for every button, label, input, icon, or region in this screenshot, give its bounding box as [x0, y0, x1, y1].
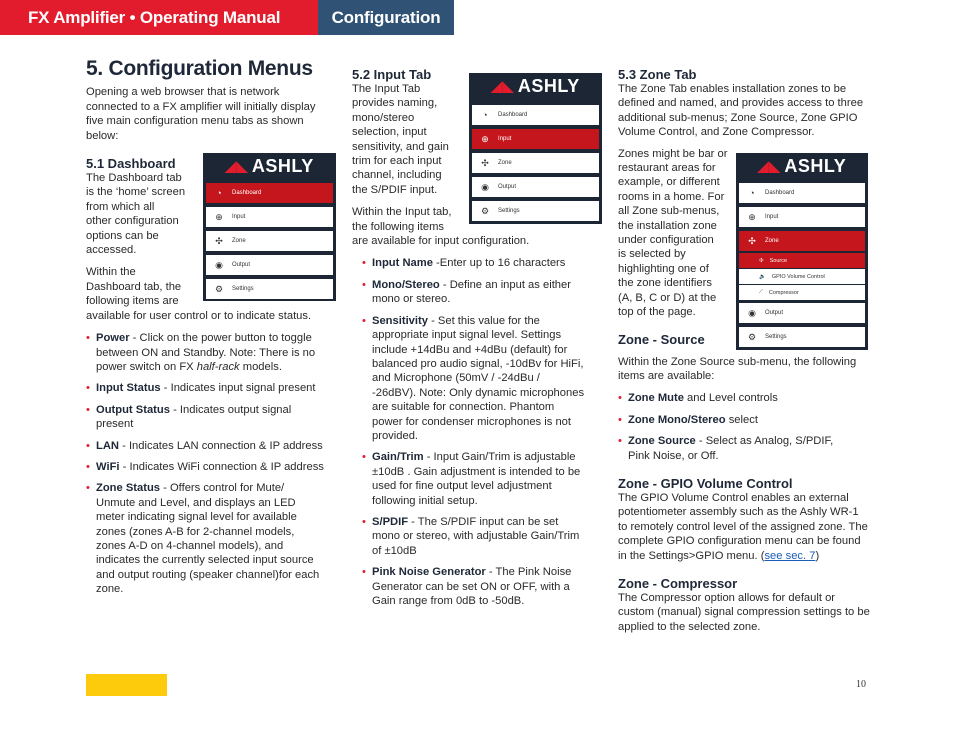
menu-item-settings[interactable]: ⚙ Settings	[472, 201, 599, 221]
list-item: • S/PDIF - The S/PDIF input can be set mono or stereo, with adjustable Gain/Trim of ±10dB	[362, 515, 580, 557]
menu-screenshot-dashboard	[203, 153, 336, 301]
dashboard-bullets	[86, 331, 332, 597]
zone-icon: ✣	[748, 236, 756, 246]
menu-item-dashboard[interactable]: ◔ Dashboard	[206, 183, 333, 203]
ashly-logo: ◢◣ ASHLY	[491, 75, 580, 96]
input-icon: ⊕	[215, 212, 223, 222]
menu-item-dashboard[interactable]: ◔ Dashboard	[472, 105, 599, 125]
zones-text: Zones might be bar or restaurant areas for example, or different rooms in a home. For all Zone sub-menus, the installation zone under configuration is selected by highlighting one of the zone identifiers (A, B, C or D) at the top of the page.	[618, 147, 728, 319]
zone-gpio-text: The GPIO Volume Control enables an external potentiometer assembly such as the Ashly WR-1 to remotely control level of the assigned zone. The complete GPIO configuration menu can be found in the Settings>GPIO menu. (see sec. 7)	[618, 491, 868, 562]
submenu-gpio-volume[interactable]: 🔈 GPIO Volume Control	[739, 269, 865, 284]
menu-item-output[interactable]: ◉ Output	[739, 303, 865, 323]
output-icon: ◉	[748, 308, 756, 318]
menu-screenshot-zone	[736, 153, 868, 350]
menu-item-dashboard[interactable]: ◔ Dashboard	[739, 183, 865, 203]
intro-text: Opening a web browser that is network connected to a FX amplifier will initially display five main configuration menu tabs as shown below:	[86, 86, 316, 142]
input-heading: 5.2 Input Tab	[352, 67, 432, 82]
menu-item-input[interactable]: ⊕ Input	[739, 207, 865, 227]
menu-item-zone[interactable]: ✣ Zone	[472, 153, 599, 173]
list-item: • Zone Source - Select as Analog, S/PDIF, Pink Noise, or Off.	[618, 435, 834, 462]
section-tab: Configuration	[318, 0, 454, 35]
menu-item-zone[interactable]: ✣ Zone	[739, 231, 865, 251]
compressor-icon: ⟋	[759, 289, 763, 295]
within-dashboard-text: Within the Dashboard tab, the following items are available for user control or to indicate status.	[86, 266, 312, 322]
zone-intro: The Zone Tab enables installation zones to be defined and named, and provides access to three additional sub-menus; Zone Source, Zone GPIO Volume Control, and Zone Compressor.	[618, 83, 864, 139]
gauge-icon: ◔	[749, 188, 755, 198]
dashboard-text: The Dashboard tab is the ‘home’ screen from which all other configuration options can be accessed.	[86, 172, 186, 257]
zone-compressor-heading: Zone - Compressor	[618, 575, 738, 591]
input-icon: ⊕	[481, 134, 489, 144]
list-item: • Zone Mute and Level controls	[618, 392, 778, 405]
list-item: • Zone Mono/Stereo select	[618, 413, 758, 426]
zone-source-bullets	[618, 391, 843, 463]
menu-item-input[interactable]: ⊕ Input	[472, 129, 599, 149]
menu-item-input[interactable]: ⊕ Input	[206, 207, 333, 227]
list-item: • Pink Noise Generator - The Pink Noise Generator can be set ON or OFF, with a Gain range from 0dB to -50dB.	[362, 566, 572, 607]
menu-item-settings[interactable]: ⚙ Settings	[739, 327, 865, 347]
column-1	[86, 57, 332, 597]
menu-item-output[interactable]: ◉ Output	[472, 177, 599, 197]
page-title: 5. Configuration Menus	[86, 57, 313, 80]
zone-icon: ✣	[481, 158, 489, 168]
list-item: • Sensitivity - Set this value for the appropriate input signal level. Settings include +14dBu and +4dBu (default) for balanced pro audio signal, -10dBv for HiFi, and Microphone (50mV / -24dBu / -26dBV). Note: Only dynamic microphones are suitable for connection. Phantom power for condenser microphones is not provided.	[362, 314, 585, 442]
zone-icon: ✣	[215, 236, 223, 246]
input-tab-text: The Input Tab provides naming, mono/stereo selection, input sensitivity, and gain trim for each input channel, including the S/PDIF input.	[352, 83, 449, 196]
see-sec-7-link[interactable]: see sec. 7	[764, 549, 816, 562]
input-bullets	[352, 256, 587, 608]
header-title: FX Amplifier • Operating Manual	[0, 0, 318, 35]
menu-item-settings[interactable]: ⚙ Settings	[206, 279, 333, 299]
zone-gpio-heading: Zone - GPIO Volume Control	[618, 475, 793, 491]
gear-icon: ⚙	[214, 284, 224, 294]
list-item: • LAN - Indicates LAN connection & IP address	[86, 439, 323, 452]
within-input-text: Within the Input tab, the following items are available for input configuration.	[352, 206, 530, 248]
gauge-icon: ◔	[216, 188, 222, 198]
list-item: • Mono/Stereo - Define an input as either mono or stereo.	[362, 278, 571, 306]
zone-compressor-text: The Compressor option allows for default or custom (manual) signal compression settings to be applied to the selected zone.	[618, 591, 870, 633]
list-item: • WiFi - Indicates WiFi connection & IP address	[86, 460, 324, 473]
page-number: 10	[856, 679, 866, 690]
list-item: • Gain/Trim - Input Gain/Trim is adjustable ±10dB . Gain adjustment is intended to be used for fine output level adjustment following initial setup.	[362, 451, 581, 507]
gear-icon: ⚙	[480, 206, 490, 216]
ashly-logo: ◢◣ ASHLY	[225, 155, 314, 176]
ashly-logo: ◢◣ ASHLY	[757, 155, 847, 176]
menu-item-zone[interactable]: ✣ Zone	[206, 231, 333, 251]
dashboard-heading: 5.1 Dashboard	[86, 156, 176, 172]
output-icon: ◉	[481, 182, 489, 192]
footer-accent-bar	[86, 674, 167, 696]
list-item: • Output Status - Indicates output signal present	[86, 403, 292, 431]
menu-item-output[interactable]: ◉ Output	[206, 255, 333, 275]
zone-heading: 5.3 Zone Tab	[618, 67, 697, 82]
gear-icon: ⚙	[747, 332, 757, 342]
output-icon: ◉	[215, 260, 223, 270]
list-item: • Zone Status - Offers control for Mute/ Unmute and Level, and displays an LED meter indicating signal level for available zones (zones A-B for 2-channel models, zones A-D on 4-channel models), and indicates the currently selected input source and output routing (speaker channel)for each zone.	[86, 482, 320, 596]
speaker-icon: 🔈	[759, 273, 766, 280]
zone-source-heading: Zone - Source	[618, 331, 705, 347]
list-item: • Input Name -Enter up to 16 characters	[362, 257, 566, 270]
input-icon: ⊕	[748, 212, 756, 222]
gauge-icon: ◔	[482, 110, 488, 120]
submenu-source[interactable]: ✣ Source	[739, 253, 865, 268]
list-item: • Input Status - Indicates input signal present	[86, 382, 316, 395]
zone-source-intro: Within the Zone Source sub-menu, the following items are available:	[618, 355, 857, 382]
list-item: • Power - Click on the power button to toggle between ON and Standby. Note: There is no power switch on FX half-rack models.	[86, 332, 316, 373]
source-icon: ✣	[759, 257, 764, 264]
menu-screenshot-input	[469, 73, 602, 224]
submenu-compressor[interactable]: ⟋ Compressor	[739, 285, 865, 300]
